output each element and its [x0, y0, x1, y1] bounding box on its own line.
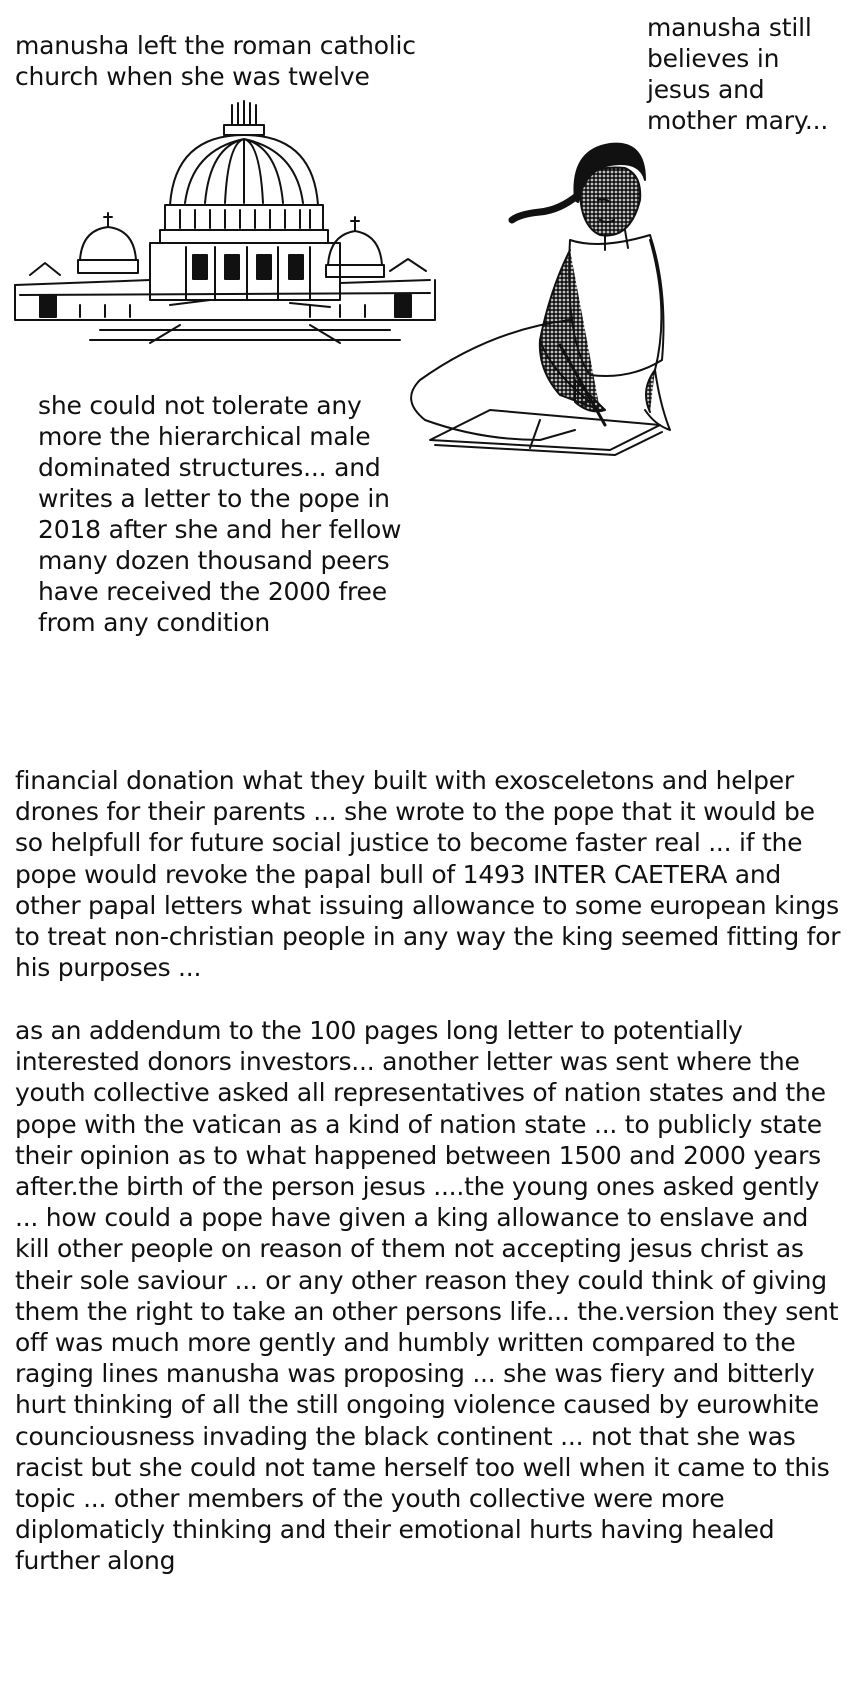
caption-hierarchy-letter: she could not tolerate any more the hierarchical male dominated structures... and writes a letter to the pope in 2018 after she and her fellow many dozen thousand peers have received the 2000 free from any condition: [38, 391, 402, 637]
woman-writing-illustration: [400, 140, 730, 490]
caption-left-church: manusha left the roman catholic church when she was twelve: [15, 31, 416, 91]
body-paragraph-addendum: as an addendum to the 100 pages long letter to potentially interested donors investors... another letter was sent where the youth collective asked all representatives of nation states and the pope with the vatican as a kind of nation state ... to publicly state their opinion as to what happened between 1500 and 2000 years after.the birth of the person jesus ....the young ones asked gently ... how could a pope have given a king allowance to enslave and kill other people on reason of them not accepting jesus christ as their sole saviour ... or any other reason they could think of giving them the right to take an other persons life... the.version they sent off was much more gently and humbly written compared to the raging lines manusha was proposing ... she was fiery and bitterly hurt thinking of all the still ongoing violence caused by eurowhite counciousness invading the black continent ... not that she was racist but she could not tame herself too well when it came to this topic ... other members of the youth collective were more diplomaticly thinking and their emotional hurts having healed further along: [15, 1016, 839, 1576]
caption-still-believes: manusha still believes in jesus and mother mary...: [647, 13, 829, 135]
body-paragraph-donation: financial donation what they built with exosceletons and helper drones for their parents ... she wrote to the pope that it would be so helpfull for future social justice to become faster real ... if the pope would revoke the papal bull of 1493 INTER CAETERA and other papal letters what issuing allowance to some european kings to treat non-christian people in any way the king seemed fitting for his purposes ...: [15, 766, 841, 983]
